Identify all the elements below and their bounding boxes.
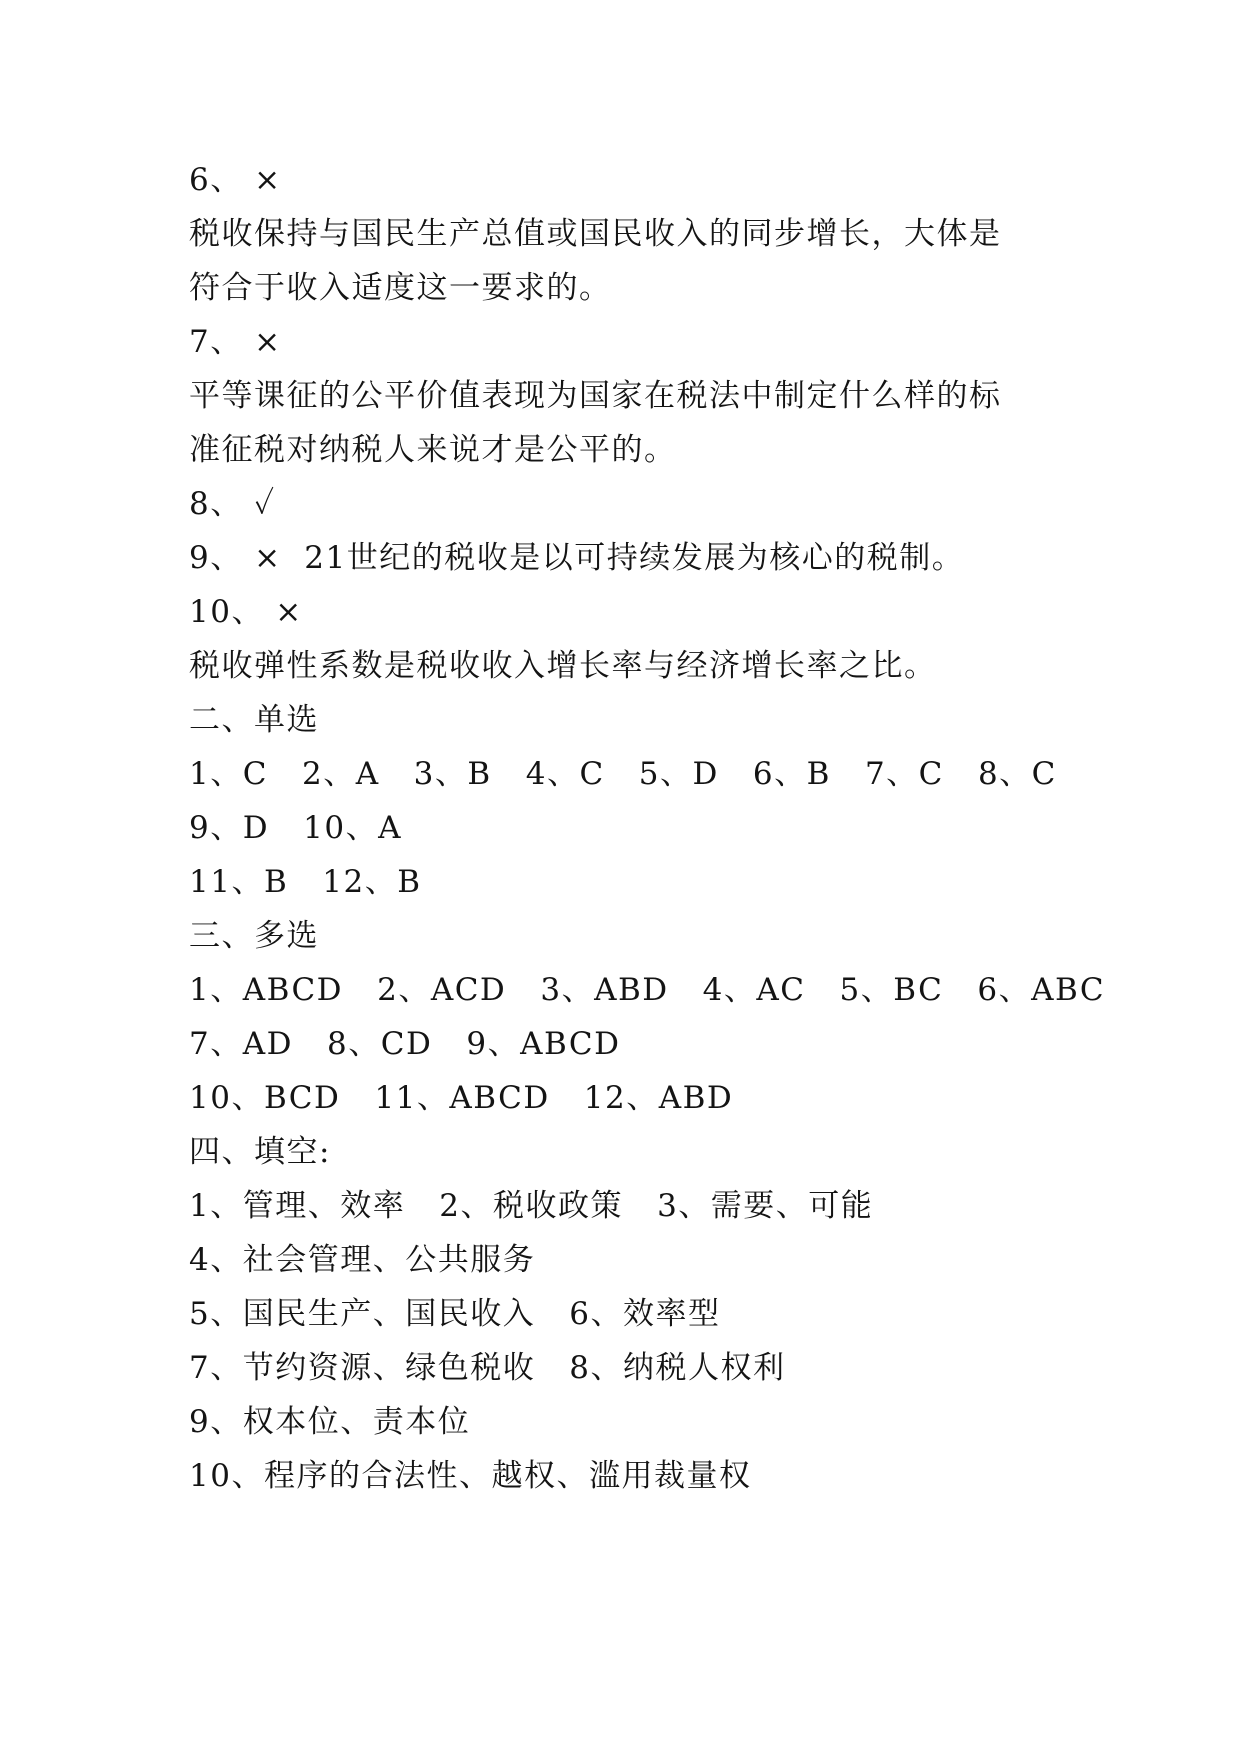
answer-line: 10、 × xyxy=(189,594,303,630)
answer-line: 税收弹性系数是税收收入增长率与经济增长率之比。 xyxy=(189,648,937,684)
answer-line: 10、程序的合法性、越权、滥用裁量权 xyxy=(189,1458,752,1494)
answer-line: 7、节约资源、绿色税收 8、纳税人权利 xyxy=(189,1350,786,1386)
section-heading: 四、填空: xyxy=(189,1134,331,1170)
answer-line: 8、 ✓ xyxy=(189,486,276,522)
answer-line: 9、 × 21世纪的税收是以可持续发展为核心的税制。 xyxy=(189,540,965,576)
section-heading: 二、单选 xyxy=(189,702,319,738)
answer-line: 7、 × xyxy=(189,324,282,360)
answer-line: 1、管理、效率 2、税收政策 3、需要、可能 xyxy=(189,1188,874,1224)
answer-line: 准征税对纳税人来说才是公平的。 xyxy=(189,432,677,468)
answer-line: 符合于收入适度这一要求的。 xyxy=(189,270,612,306)
answer-line: 1、C 2、A 3、B 4、C 5、D 6、B 7、C 8、C xyxy=(189,756,1057,792)
answer-line: 4、社会管理、公共服务 xyxy=(189,1242,536,1278)
answer-line: 10、BCD 11、ABCD 12、ABD xyxy=(189,1080,734,1116)
answer-line: 9、D 10、A xyxy=(189,810,402,846)
answer-line: 7、AD 8、CD 9、ABCD xyxy=(189,1026,621,1062)
answer-line: 税收保持与国民生产总值或国民收入的同步增长，大体是 xyxy=(189,216,1002,252)
answer-line: 1、ABCD 2、ACD 3、ABD 4、AC 5、BC 6、ABC xyxy=(189,972,1106,1008)
answer-line: 5、国民生产、国民收入 6、效率型 xyxy=(189,1296,721,1332)
answer-line: 平等课征的公平价值表现为国家在税法中制定什么样的标 xyxy=(189,378,1002,414)
section-heading: 三、多选 xyxy=(189,918,319,954)
answer-line: 6、 × xyxy=(189,162,282,198)
answer-line: 9、权本位、责本位 xyxy=(189,1404,471,1440)
answer-line: 11、B 12、B xyxy=(189,864,422,900)
